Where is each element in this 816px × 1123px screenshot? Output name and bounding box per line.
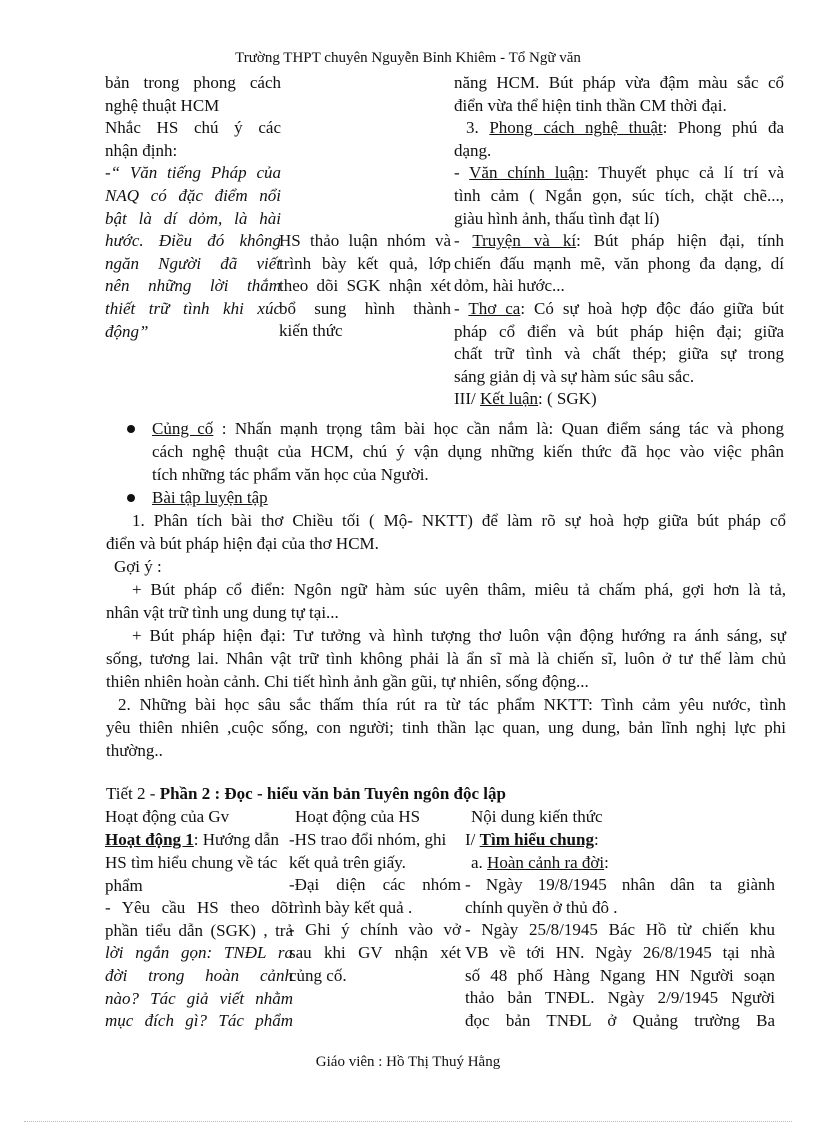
text-line: trình bày kết quả, lớp	[279, 253, 451, 273]
text-line: kết quả trên giấy.	[289, 852, 406, 872]
text: -	[454, 298, 469, 318]
text-line	[465, 851, 775, 874]
text-line: nhân vật trữ tình ung dung tự tại...	[106, 603, 339, 622]
text-line: thiên nhiên hoàn cảnh. Chi tiết hình ảnh gần gũi, tự nhiên, sống động...	[106, 672, 589, 691]
section-title: Củng cố	[152, 419, 214, 438]
text-line: NAQ có đặc điểm nổi	[105, 185, 281, 205]
table1-col-teacher	[105, 72, 281, 343]
bullet-icon	[127, 425, 135, 433]
text-line: chiến đấu mạnh mẽ, văn phong đa dạng, dí	[454, 253, 784, 273]
text-line: sáng giản dị và sự hàm súc sâu sắc.	[454, 366, 695, 386]
text-line	[152, 417, 784, 440]
text-line: cách nghệ thuật của HCM, chú ý vận dụng những kiến thức đã học vào việc phân	[152, 442, 784, 461]
text-line: mục đích gì? Tác phẩm	[105, 1011, 293, 1031]
text-line: điển và bút pháp hiện đại của thơ HCM.	[106, 534, 379, 553]
text: :	[593, 830, 599, 849]
page-edge-divider	[24, 1121, 792, 1122]
heading-title: Truyện và kí	[472, 231, 577, 251]
text-line: dỏm, hài hước...	[454, 276, 565, 296]
table1-col-content	[454, 72, 784, 411]
text: : Hướng dẫn	[193, 830, 280, 849]
page-footer: Giáo viên : Hồ Thị Thuý Hằng	[315, 1054, 501, 1070]
text-line: sau khi GV nhận xét	[289, 942, 461, 962]
text: : Bút pháp hiện đại, tính	[576, 231, 784, 251]
text-line	[454, 162, 784, 185]
heading-title: Kết luận	[479, 389, 539, 409]
text-line: + Bút pháp hiện đại: Tư tưởng và hình tượng thơ luôn vận động hướng ra ánh sáng, sự	[132, 626, 786, 645]
text-line: - Ngày 19/8/1945 nhân dân ta giành	[465, 875, 775, 895]
text: : Phong phú đa	[662, 118, 784, 138]
text-line: phẩm	[105, 875, 143, 895]
text-line: thường..	[106, 741, 163, 760]
text-line: bật là dí dỏm, là hài	[105, 208, 281, 228]
table2-header-gv: Hoạt động của Gv	[105, 807, 230, 826]
table2-col-student	[289, 828, 461, 986]
text: I/	[465, 830, 480, 849]
text-line: giàu hình ảnh, thấu tình đạt lí)	[454, 208, 660, 228]
text-line: dạng.	[454, 140, 492, 160]
section-cungco	[152, 417, 784, 486]
text-line: thiết trữ tình khi xúc	[105, 298, 281, 318]
text-line	[465, 828, 775, 851]
text: :	[604, 852, 609, 872]
heading-title: Hoàn cảnh ra đời	[487, 852, 605, 872]
text-line: theo dõi SGK nhận xét	[279, 276, 451, 296]
lesson-heading	[106, 782, 786, 805]
heading-title: Văn chính luận	[469, 163, 585, 183]
text-line: tình cảm ( Ngắn gọn, súc tích, chặt chẽ...,	[454, 185, 784, 205]
text-line: đời trong hoàn cảnh	[105, 965, 293, 985]
text-line: hước. Điều đó không	[105, 231, 281, 251]
bullet-icon	[127, 494, 135, 502]
table2-header-nd: Nội dung kiến thức	[471, 807, 603, 826]
text-line: nhận định:	[105, 140, 178, 160]
text-line: kiến thức	[279, 321, 343, 341]
text-line: phần tiểu dẫn (SGK) , trả	[105, 920, 293, 940]
text-line: nghệ thuật HCM	[105, 95, 220, 115]
text: -	[454, 163, 470, 183]
text-line: chính quyền ở thủ đô .	[465, 897, 618, 917]
text-line	[454, 388, 784, 411]
activity-heading	[105, 828, 279, 851]
table2-col-teacher	[105, 851, 293, 1032]
text-line: đọc bản TNĐL ở Quảng trường Ba	[465, 1010, 775, 1030]
text-line: -“ Văn tiếng Pháp của	[105, 163, 281, 183]
text-line: pháp cổ điển và bút pháp hiện đại; giữa	[454, 321, 784, 341]
text-line: bản trong phong cách	[105, 73, 281, 92]
style-heading	[454, 117, 784, 140]
text-line	[454, 230, 784, 253]
text-line: nào? Tác giả viết nhằm	[105, 988, 293, 1008]
text-line: trình bày kết quả .	[289, 897, 413, 917]
table1-col-student	[279, 230, 451, 343]
text-line: nên những lời thắm	[105, 276, 281, 296]
text: : Nhấn mạnh trọng tâm bài học cần nắm là: Quan điểm sáng tác và phong	[213, 419, 784, 438]
text-line: VB về tới HN. Ngày 26/8/1945 tại nhà	[465, 942, 775, 962]
section-baitap-title	[152, 486, 552, 509]
text: -	[454, 231, 473, 251]
text-line: ngăn Người đã viết	[105, 253, 281, 273]
text-line: - Yêu cầu HS theo dõi	[105, 898, 293, 918]
text-line: 1. Phân tích bài thơ Chiều tối ( Mộ- NKTT) để làm rõ sự hoà hợp giữa bút pháp cổ	[132, 511, 786, 530]
text: III/	[454, 389, 480, 409]
text-line: chất trữ tình và chất thép; giữa sự trong	[454, 344, 784, 364]
text: 3.	[466, 118, 490, 138]
text-line: tích những tác phẩm văn học của Người.	[152, 465, 429, 484]
table2-header-hs: Hoạt động của HS	[295, 807, 421, 826]
lesson-title: Phần 2 : Đọc - hiểu văn bản Tuyên ngôn độc lập	[159, 784, 506, 803]
text-line: sống, tương lai. Nhân vật trữ tình không phải là ẩn sĩ mà là chiến sĩ, luôn ở tư thế làm chủ	[106, 649, 786, 668]
text-line: củng cố.	[289, 965, 347, 985]
text-line: - Ngày 25/8/1945 Bác Hồ từ chiến khu	[465, 920, 775, 940]
page-header: Trường THPT chuyên Nguyễn Bỉnh Khiêm - Tổ Ngữ văn	[235, 50, 581, 66]
heading-title: Tìm hiểu chung	[479, 830, 594, 849]
section-title: Bài tập luyện tập	[152, 488, 268, 507]
text-line: động”	[105, 321, 149, 341]
text-line: bổ sung hình thành	[279, 298, 451, 318]
text: : Thuyết phục cả lí trí và	[584, 163, 785, 183]
text-line: -Đại diện các nhóm	[289, 875, 461, 895]
text-line: lời ngắn gọn: TNĐL ra	[105, 943, 293, 963]
text-line: Gợi ý :	[114, 557, 162, 576]
text: Tiết 2 -	[106, 784, 160, 803]
table2-col-content	[465, 828, 775, 1031]
text-line: - Ghi ý chính vào vở	[289, 920, 461, 940]
text-line: HS tìm hiểu chung về tác	[105, 853, 278, 872]
text-line	[454, 298, 784, 321]
text-line: + Bút pháp cổ điển: Ngôn ngữ hàm súc uyên thâm, miêu tả chấm phá, gợi hơn là tả,	[132, 580, 786, 599]
text-line: Nhắc HS chú ý các	[105, 118, 281, 138]
text: a.	[471, 852, 488, 872]
text-line: thảo bản TNĐL. Ngày 2/9/1945 Người	[465, 988, 775, 1008]
text: : Có sự hoà hợp độc đáo giữa bút	[520, 298, 785, 318]
text-line: năng HCM. Bút pháp vừa đậm màu sắc cổ	[454, 73, 784, 92]
text-line: điển vừa thể hiện tinh thần CM thời đại.	[454, 95, 727, 115]
text: : ( SGK)	[538, 389, 597, 409]
heading-title: Phong cách nghệ thuật	[489, 118, 663, 138]
text-line: -HS trao đổi nhóm, ghi	[289, 830, 447, 849]
heading-title: Thơ ca	[468, 298, 521, 318]
text-line: 2. Những bài học sâu sắc thấm thía rút ra từ tác phẩm NKTT: Tình cảm yêu nước, tình	[118, 695, 786, 714]
text-line: số 48 phố Hàng Ngang HN Người soạn	[465, 965, 775, 985]
activity-title: Hoạt động 1	[105, 830, 194, 849]
text-line: yêu thiên nhiên ,cuộc sống, con người; tinh thần lạc quan, ung dung, bản lĩnh nghị lực phi	[106, 718, 786, 737]
text-line: HS thảo luận nhóm và	[279, 231, 451, 250]
section-baitap	[106, 509, 786, 762]
